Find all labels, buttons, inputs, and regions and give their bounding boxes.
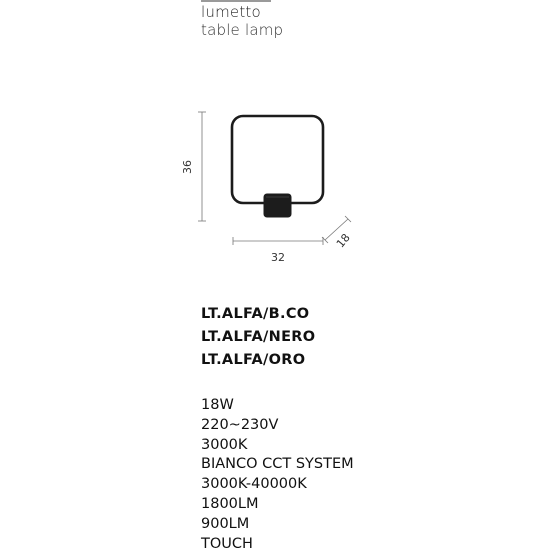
width-dimension-line	[233, 237, 323, 245]
width-dimension-label: 32	[271, 251, 285, 264]
product-title: lumetto	[201, 3, 261, 21]
height-dimension-line	[198, 112, 206, 221]
spec-item: BIANCO CCT SYSTEM	[201, 456, 354, 473]
spec-item: TOUCH	[201, 535, 253, 552]
product-code-list	[201, 303, 315, 372]
product-code: LT.ALFA/ORO	[201, 352, 306, 368]
product-subtitle: table lamp	[201, 21, 284, 39]
spec-item: 18W	[201, 397, 234, 413]
depth-dimension-label: 18	[333, 231, 353, 251]
spec-item: 3000K-40000K	[201, 476, 307, 493]
spec-item: 220~230V	[201, 416, 279, 433]
spec-list	[201, 396, 354, 554]
spec-item: 900LM	[201, 515, 250, 532]
spec-item: 3000K	[201, 436, 248, 453]
spec-item: 1800LM	[201, 495, 259, 512]
height-dimension-label: 36	[181, 160, 194, 174]
product-code: LT.ALFA/B.CO	[201, 306, 310, 322]
product-code: LT.ALFA/NERO	[201, 329, 316, 345]
table-lamp-icon	[232, 116, 323, 217]
